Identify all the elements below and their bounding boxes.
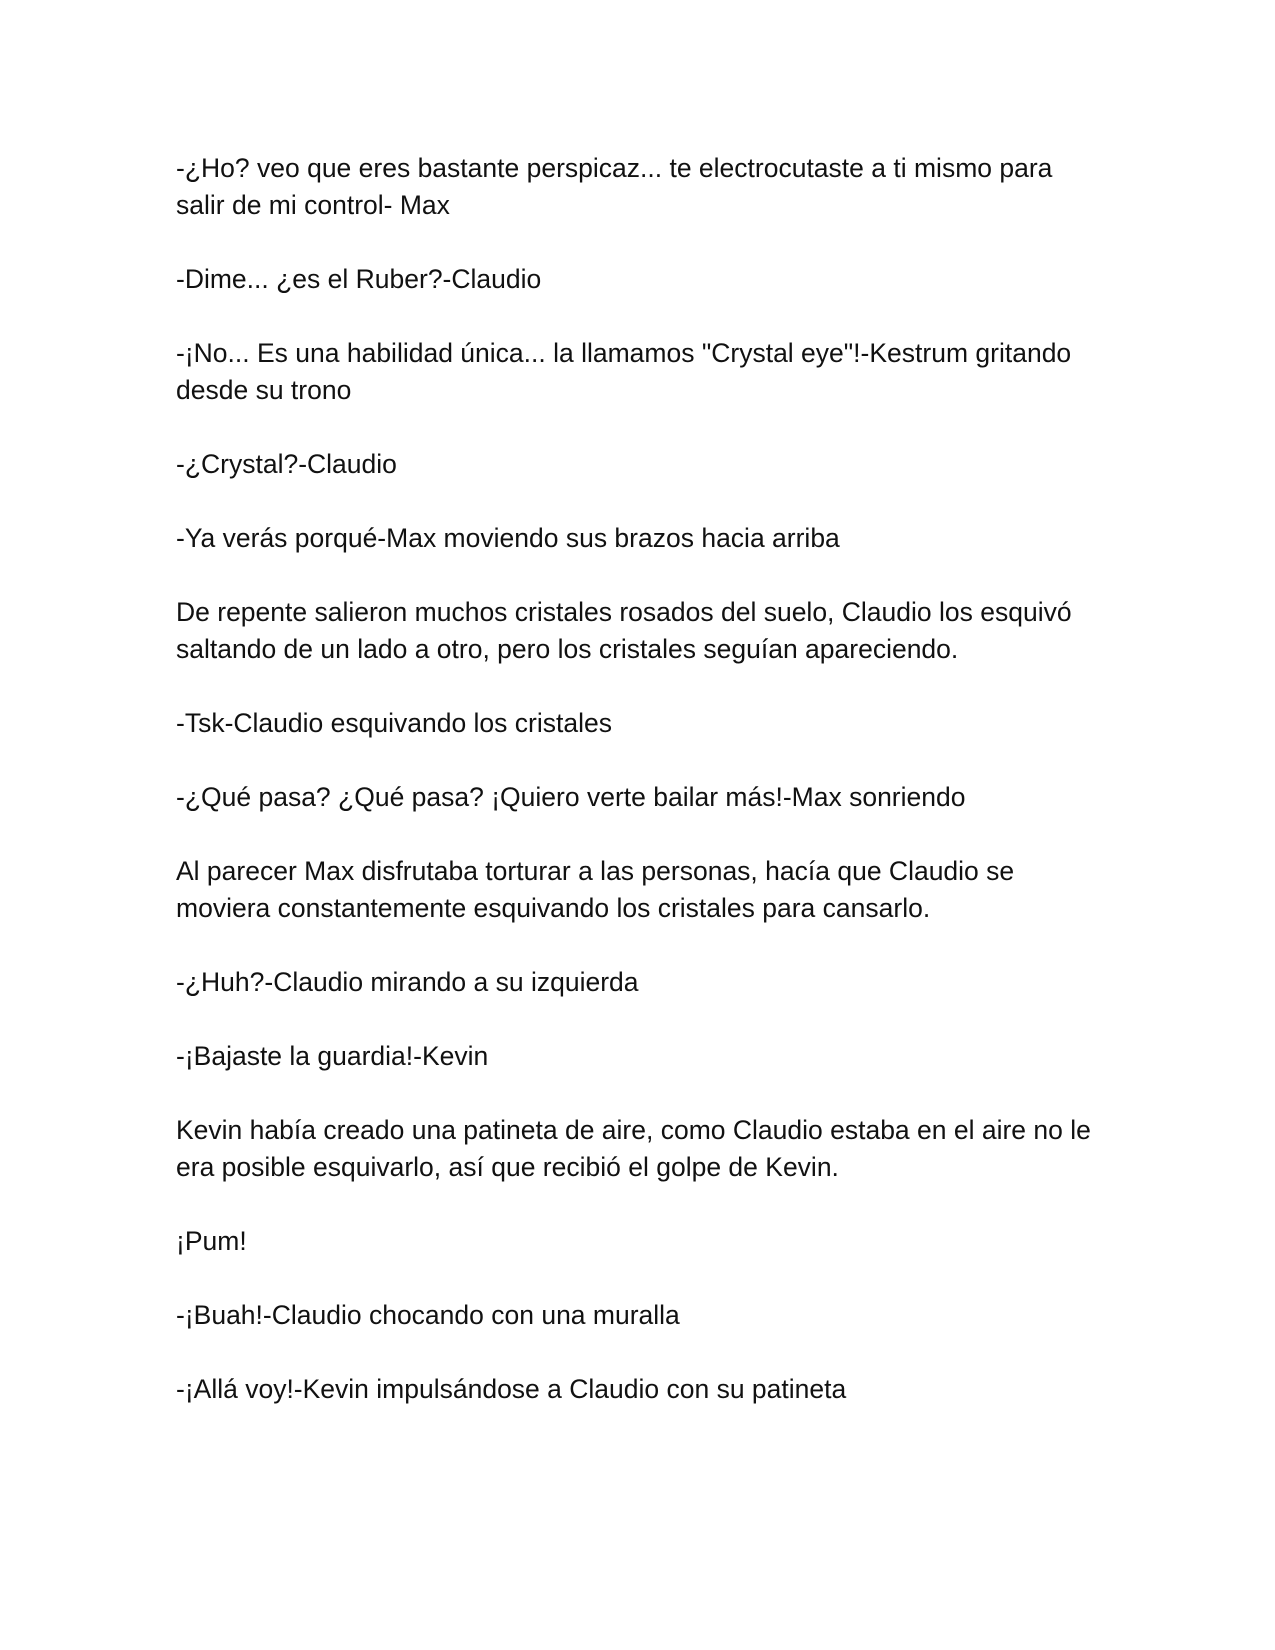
paragraph: -Dime... ¿es el Ruber?-Claudio xyxy=(176,264,542,294)
document-body xyxy=(176,150,1096,1445)
paragraph: ¡Pum! xyxy=(176,1226,247,1256)
paragraph: -¡No... Es una habilidad única... la llamamos "Crystal eye"!-Kestrum gritando desde su trono xyxy=(176,338,1072,405)
paragraph: -¿Ho? veo que eres bastante perspicaz... te electrocutaste a ti mismo para salir de mi control- Max xyxy=(176,153,1053,220)
paragraph: -Ya verás porqué-Max moviendo sus brazos hacia arriba xyxy=(176,523,840,553)
paragraph: -¿Crystal?-Claudio xyxy=(176,449,397,479)
paragraph: -Tsk-Claudio esquivando los cristales xyxy=(176,708,612,738)
paragraph: -¡Buah!-Claudio chocando con una muralla xyxy=(176,1300,680,1330)
paragraph: De repente salieron muchos cristales rosados del suelo, Claudio los esquivó saltando de un lado a otro, pero los cristales seguían apareciendo. xyxy=(176,597,1072,664)
paragraph: -¡Allá voy!-Kevin impulsándose a Claudio con su patineta xyxy=(176,1374,847,1404)
paragraph: -¿Huh?-Claudio mirando a su izquierda xyxy=(176,967,639,997)
paragraph: Al parecer Max disfrutaba torturar a las personas, hacía que Claudio se moviera constantemente esquivando los cristales para cansarlo. xyxy=(176,856,1015,923)
paragraph: Kevin había creado una patineta de aire, como Claudio estaba en el aire no le era posible esquivarlo, así que recibió el golpe de Kevin. xyxy=(176,1115,1091,1182)
paragraph: -¡Bajaste la guardia!-Kevin xyxy=(176,1041,489,1071)
paragraph: -¿Qué pasa? ¿Qué pasa? ¡Quiero verte bailar más!-Max sonriendo xyxy=(176,782,966,812)
